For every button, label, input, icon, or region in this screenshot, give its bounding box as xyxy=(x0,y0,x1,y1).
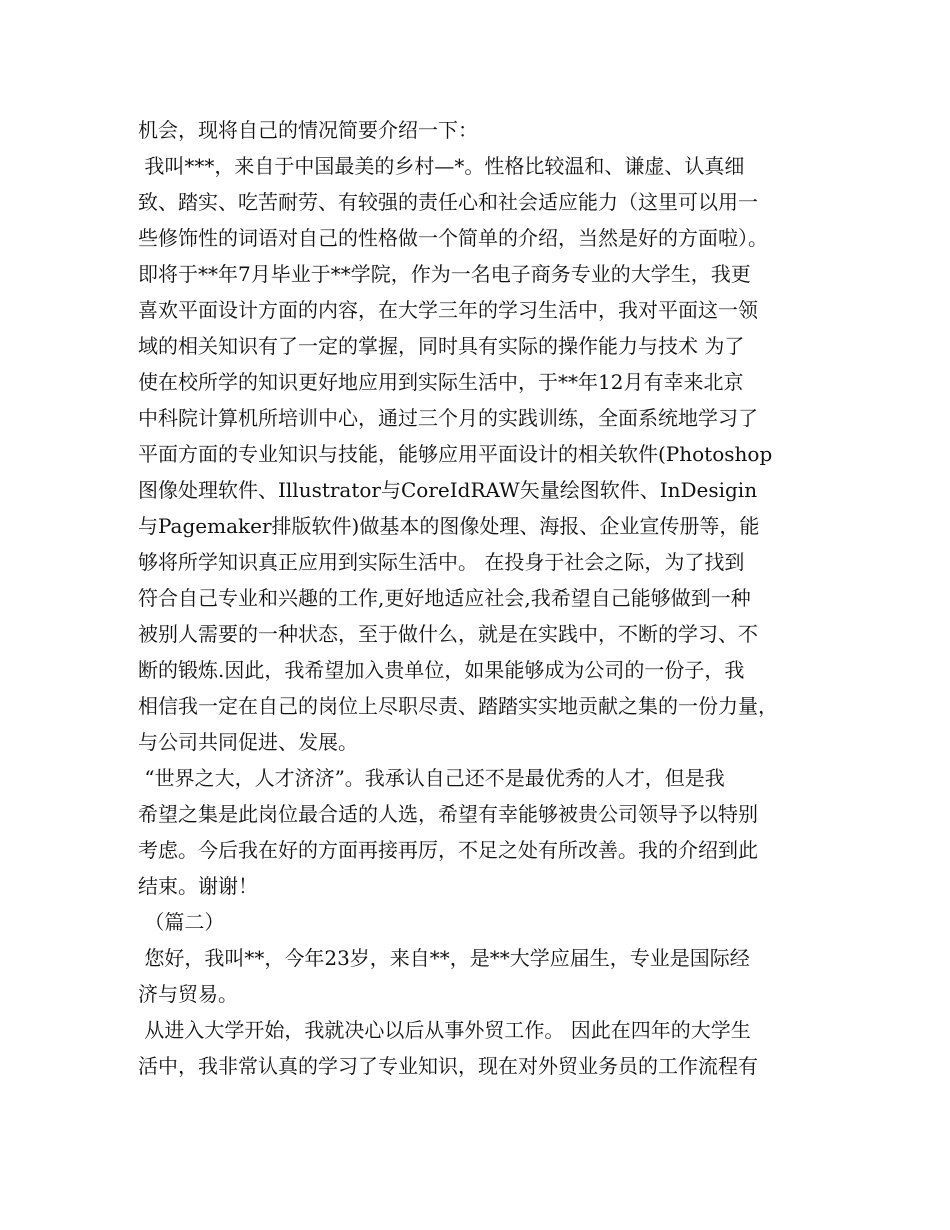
text-line: 相信我一定在自己的岗位上尽职尽责、踏踏实实地贡献之集的一份力量， xyxy=(138,694,778,718)
text-line: 致、踏实、吃苦耐劳、有较强的责任心和社会适应能力（这里可以用一 xyxy=(138,190,758,214)
text-line: 中科院计算机所培训中心，通过三个月的实践训练，全面系统地学习了 xyxy=(138,406,758,430)
text-line: 济与贸易。 xyxy=(138,982,238,1006)
text-line: 即将于**年7月毕业于**学院，作为一名电子商务专业的大学生，我更 xyxy=(138,262,751,286)
text-line: 喜欢平面设计方面的内容，在大学三年的学习生活中，我对平面这一领 xyxy=(138,298,758,322)
text-line: 平面方面的专业知识与技能，能够应用平面设计的相关软件(Photoshop xyxy=(138,442,773,466)
text-line: 从进入大学开始，我就决心以后从事外贸工作。 因此在四年的大学生 xyxy=(138,1018,751,1042)
text-line: 希望之集是此岗位最合适的人选，希望有幸能够被贵公司领导予以特别 xyxy=(138,802,758,826)
text-line: 够将所学知识真正应用到实际生活中。 在投身于社会之际，为了找到 xyxy=(138,550,745,574)
text-line: 我叫***，来自于中国最美的乡村—*。性格比较温和、谦虚、认真细 xyxy=(138,154,745,178)
text-line: 结束。谢谢！ xyxy=(138,874,258,898)
section-heading: （篇二） xyxy=(138,910,225,934)
text-line: 被别人需要的一种状态，至于做什么，就是在实践中，不断的学习、不 xyxy=(138,622,758,646)
text-line: 域的相关知识有了一定的掌握，同时具有实际的操作能力与技术 为了 xyxy=(138,334,745,358)
text-line: 图像处理软件、Illustrator与CoreIdRAW矢量绘图软件、InDesigin xyxy=(138,478,758,502)
text-line: 与Pagemaker排版软件)做基本的图像处理、海报、企业宣传册等，能 xyxy=(138,514,760,538)
text-line: 您好，我叫**，今年23岁，来自**，是**大学应届生，专业是国际经 xyxy=(138,946,750,970)
text-line: 机会，现将自己的情况简要介绍一下： xyxy=(138,118,478,142)
text-line: 断的锻炼.因此，我希望加入贵单位，如果能够成为公司的一份子，我 xyxy=(138,658,745,682)
text-line: 考虑。今后我在好的方面再接再厉，不足之处有所改善。我的介绍到此 xyxy=(138,838,758,862)
text-line: 活中，我非常认真的学习了专业知识，现在对外贸业务员的工作流程有 xyxy=(138,1054,758,1078)
text-line: “世界之大，人才济济”。我承认自己还不是最优秀的人才，但是我 xyxy=(138,766,725,790)
document-body xyxy=(138,112,818,1084)
text-line: 与公司共同促进、发展。 xyxy=(138,730,358,754)
text-line: 些修饰性的词语对自己的性格做一个简单的介绍，当然是好的方面啦）。 xyxy=(138,226,768,250)
text-line: 符合自己专业和兴趣的工作,更好地适应社会,我希望自己能够做到一种 xyxy=(138,586,751,610)
text-line: 使在校所学的知识更好地应用到实际生活中，于**年12月有幸来北京 xyxy=(138,370,744,394)
